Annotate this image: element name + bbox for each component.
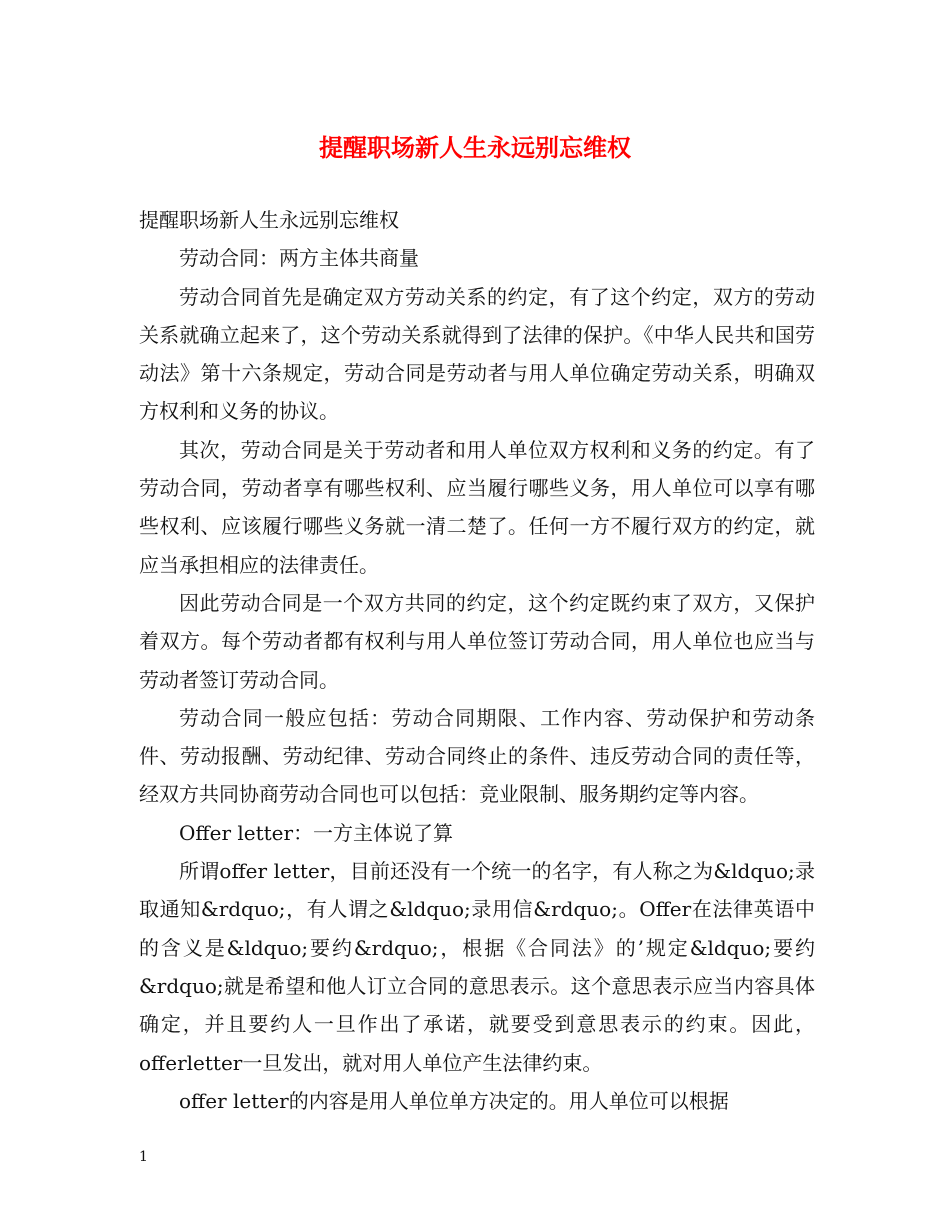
paragraph: 因此劳动合同是一个双方共同的约定，这个约定既约束了双方，又保护着双方。每个劳动者都有权利与用人单位签订劳动合同，用人单位也应当与劳动者签订劳动合同。 bbox=[139, 590, 815, 692]
document-title: 提醒职场新人生永远别忘维权 bbox=[319, 133, 631, 162]
paragraph: 劳动合同首先是确定双方劳动关系的约定，有了这个约定，双方的劳动关系就确立起来了，这个劳动关系就得到了法律的保护。《中华人民共和国劳动法》第十六条规定，劳动合同是劳动者与用人单位确定劳动关系，明确双方权利和义务的协议。 bbox=[139, 284, 815, 424]
paragraph: 其次，劳动合同是关于劳动者和用人单位双方权利和义务的约定。有了劳动合同，劳动者享有哪些权利、应当履行哪些义务，用人单位可以享有哪些权利、应该履行哪些义务就一清二楚了。任何一方不履行双方的约定，就应当承担相应的法律责任。 bbox=[139, 437, 815, 577]
section-heading-offer-letter: Offer letter：一方主体说了算 bbox=[179, 820, 454, 845]
paragraph: 所谓offer letter，目前还没有一个统一的名字，有人称之为&ldquo;录取通知&rdquo;，有人谓之&ldquo;录用信&rdquo;。Offer在法律英语中的含义是&ldquo;要约&rdquo;，根据《合同法》的’规定&ldquo;要约&rdquo;就是希望和他人订立合同的意思表示。这个意思表示应当内容具体确定，并且要约人一旦作出了承诺，就要受到意思表示的约束。因此，offerletter一旦发出，就对用人单位产生法律约束。 bbox=[139, 859, 815, 1075]
paragraph: 劳动合同一般应包括：劳动合同期限、工作内容、劳动保护和劳动条件、劳动报酬、劳动纪律、劳动合同终止的条件、违反劳动合同的责任等，经双方共同协商劳动合同也可以包括：竞业限制、服务期约定等内容。 bbox=[139, 705, 815, 807]
paragraph: offer letter的内容是用人单位单方决定的。用人单位可以根据 bbox=[179, 1088, 729, 1113]
document-body bbox=[139, 201, 815, 1120]
paragraph: 提醒职场新人生永远别忘维权 bbox=[139, 208, 399, 232]
page-number: 1 bbox=[139, 1149, 148, 1165]
section-heading-labor-contract: 劳动合同：两方主体共商量 bbox=[179, 246, 419, 271]
